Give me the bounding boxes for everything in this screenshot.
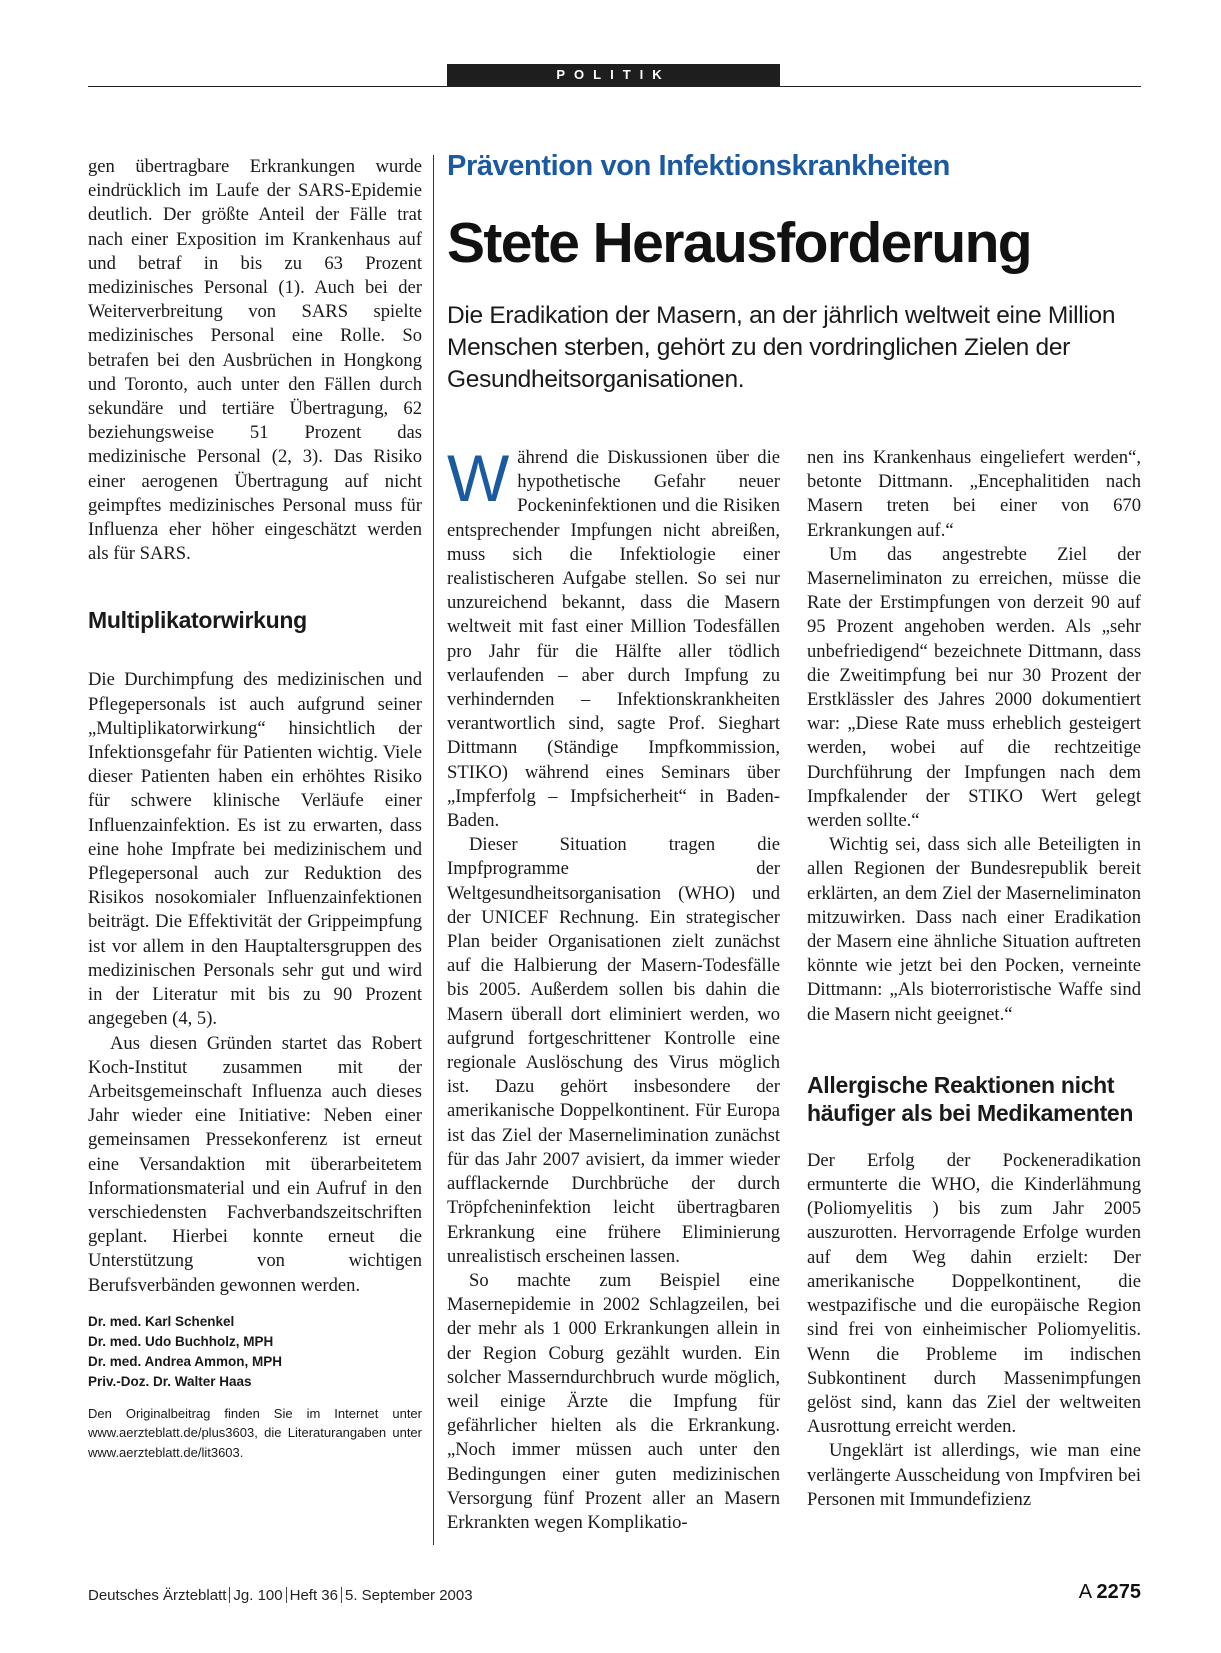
page-number [1079,1581,1141,1604]
right-paragraph-4: Der Erfolg der Pockeneradikation ermunterte die WHO, die Kinderlähmung (Poliomyelitis ) bis zum Jahr 2005 auszurotten. Hervorragende Erfolge wurden auf dem Weg dahin erzielt: Der amerikanische Doppelkontinent, die westpazifische und die europäische Region sind frei von einheimischer Poliomyelitis. Wenn die Probleme im indischen Subkontinent durch Massenimpfungen gelöst sind, kann das Ziel der weltweiten Ausrottung erreicht werden. [807,1149,1141,1438]
issue-date: 5. September 2003 [345,1587,473,1604]
left-column [88,155,422,1462]
article-kicker: Prävention von Infektionskrankheiten [447,150,950,182]
author-name: Dr. med. Udo Buchholz, MPH [88,1333,274,1349]
middle-column [447,441,780,1535]
journal-name: Deutsches Ärzteblatt [88,1587,227,1604]
subheading-allergische-reaktionen: Allergische Reaktionen nicht häufiger als bei Medikamenten [807,1071,1134,1126]
footer-separator [229,1587,230,1603]
column-divider [433,155,434,1545]
section-label: POLITIK [447,64,780,86]
source-note: Den Originalbeitrag finden Sie im Internet unter www.aerzteblatt.de/plus3603, die Literaturangaben unter www.aerzteblatt.de/lit3603. [88,1405,422,1460]
author-name: Priv.-Doz. Dr. Walter Haas [88,1373,252,1389]
author-list [88,1312,422,1392]
middle-paragraph-2: Dieser Situation tragen die Impfprogramme der Weltgesundheitsorganisation (WHO) und der UNICEF Rechnung. Ein strategischer Plan beider Organisationen zielt zunächst auf die Halbierung der Masern-Todesfälle bis 2005. Außerdem sollen bis dahin die Masern überall dort eliminiert werden, wo aufgrund fortgeschrittener Kontrolle eine regionale Auslöschung des Virus möglich ist. Dazu gehört insbesondere der amerikanische Doppelkontinent. Für Europa ist das Ziel der Masernelimination zunächst für das Jahr 2007 avisiert, da immer wieder aufflackernde Durchbrüche der durch Tröpfcheninfektion leicht übertragbaren Erkrankung eine frühere Eliminierung unrealistisch erscheinen lassen. [447,834,780,1267]
middle-paragraph-3: So machte zum Beispiel eine Masernepidemie in 2002 Schlagzeilen, bei der mehr als 1 000 Erkrankungen allein in der Region Coburg gezählt wurden. Ein solcher Masserndurchbruch wurde möglich, weil einige Ärzte die Impfung für gefährlicher hielten als die Erkrankung. „Noch immer müssen auch unter den Bedingungen einer guten medizinischen Versorgung fünf Prozent aller an Masern Erkrankten wegen Komplikatio- [447,1269,780,1533]
author-name: Dr. med. Andrea Ammon, MPH [88,1353,283,1369]
article-headline: Stete Herausforderung [447,211,1032,275]
page-prefix: A [1078,1581,1091,1603]
right-paragraph-3: Wichtig sei, dass sich alle Beteiligten in allen Regionen der Bundesrepublik bereit erklärten, an dem Ziel der Maserneliminaton mitzuwirken. Dass nach einer Eradikation der Masern eine ähnliche Situation auftreten könnte wie jetzt bei den Pocken, verneinte Dittmann: „Als bioterroristische Waffe sind die Masern nicht geeignet.“ [807,834,1141,1025]
left-paragraph-3: Aus diesen Gründen startet das Robert Koch-Institut zusammen mit der Arbeitsgemeinschaft Influenza auch dieses Jahr wieder eine Initiative: Neben einer gemeinsamen Pressekonferenz ist erneut eine Versandaktion mit überarbeitetem Informationsmaterial und ein Aufruf in den verschiedensten Fachverbandszeitschriften geplant. Hierbei konnte erneut die Unterstützung von wichtigen Berufsverbänden gewonnen werden. [88,1032,422,1296]
header-rule [88,86,1141,87]
right-column [807,446,1141,1512]
journal-issue: Heft 36 [289,1587,338,1604]
middle-paragraph-1 [447,441,780,833]
page-number-value: 2275 [1096,1581,1141,1603]
drop-cap: W [447,441,510,515]
left-paragraph-1: gen übertragbare Erkrankungen wurde eindrücklich im Laufe der SARS-Epidemie deutlich. Der größte Anteil der Fälle trat nach einer Exposition im Krankenhaus auf und betraf in bis zu 63 Prozent medizinisches Personal (1). Auch bei der Weiterverbreitung von SARS spielte medizinisches Personal eine Rolle. So betrafen bei den Ausbrüchen in Hongkong und Toronto, auch unter den Fällen durch sekundäre und tertiäre Übertragung, 62 beziehungsweise 51 Prozent das medizinische Personal (2, 3). Das Risiko einer aerogenen Übertragung auf nicht geimpftes medizinisches Personal muss für Influenza eher höher eingeschätzt werden als für SARS. [88,156,422,565]
subheading-multiplikatorwirkung: Multiplikatorwirkung [88,607,307,634]
right-paragraph-2: Um das angestrebte Ziel der Maserneliminaton zu erreichen, müsse die Rate der Erstimpfungen von derzeit 90 auf 95 Prozent angehoben werden. Als „sehr unbefriedigend“ bezeichnete Dittmann, dass die Zweitimpfung bei nur 30 Prozent der Erstklässler des Jahres 2000 dokumentiert war: „Diese Rate muss erheblich gesteigert werden, wobei auf die rechtzeitige Durchführung der Impfungen nach dem Impfkalender der STIKO Wert gelegt werden sollte.“ [807,543,1141,832]
middle-paragraph-1-text: ährend die Diskussionen über die hypothetische Gefahr neuer Pockeninfektionen und die Risiken entsprechender Impfungen nicht abreißen, muss sich die Infektiologie einer realistischeren Aufgabe stellen. So sei nur unzureichend bekannt, dass die Masern weltweit mit fast einer Million Todesfällen pro Jahr für die Hälfte aller tödlich verlaufenden – aber durch Impfung zu verhindernden – Infektionskrankheiten verantwortlich sind, sagte Prof. Sieghart Dittmann (Ständige Impfkommission, STIKO) während eines Seminars über „Impferfolg – Impfsicherheit“ in Baden-Baden. [447,447,780,832]
footer-separator [286,1587,287,1603]
author-name: Dr. med. Karl Schenkel [88,1313,235,1329]
page-footer [88,1587,473,1604]
footer-separator [341,1587,342,1603]
left-paragraph-2: Die Durchimpfung des medizinischen und Pflegepersonals ist auch aufgrund seiner „Multiplikatorwirkung“ hinsichtlich der Infektionsgefahr für Patienten wichtig. Viele dieser Patienten haben ein erhöhtes Risiko für schwere klinische Verläufe einer Influenzainfektion. Es ist zu erwarten, dass eine hohe Impfrate bei medizinischem und Pflegepersonal auch zur Reduktion des Risikos nosokomialer Influenzainfektionen beiträgt. Die Effektivität der Grippeimpfung ist vor allem in den Hauptaltersgruppen des medizinischen Personals sehr gut und wird in der Literatur mit bis zu 90 Prozent angegeben (4, 5). [88,669,422,1030]
right-paragraph-1: nen ins Krankenhaus eingeliefert werden“, betonte Dittmann. „Encephalitiden nach Masern treten bei einer von 670 Erkrankungen auf.“ [807,447,1141,541]
right-paragraph-5: Ungeklärt ist allerdings, wie man eine verlängerte Ausscheidung von Impfviren bei Personen mit Immundefizienz [807,1440,1141,1510]
journal-volume: Jg. 100 [233,1587,283,1604]
article-deck: Die Eradikation der Masern, an der jährlich weltweit eine Million Menschen sterben, gehört zu den vordringlichen Zielen der Gesundheitsorganisationen. [447,302,1116,393]
